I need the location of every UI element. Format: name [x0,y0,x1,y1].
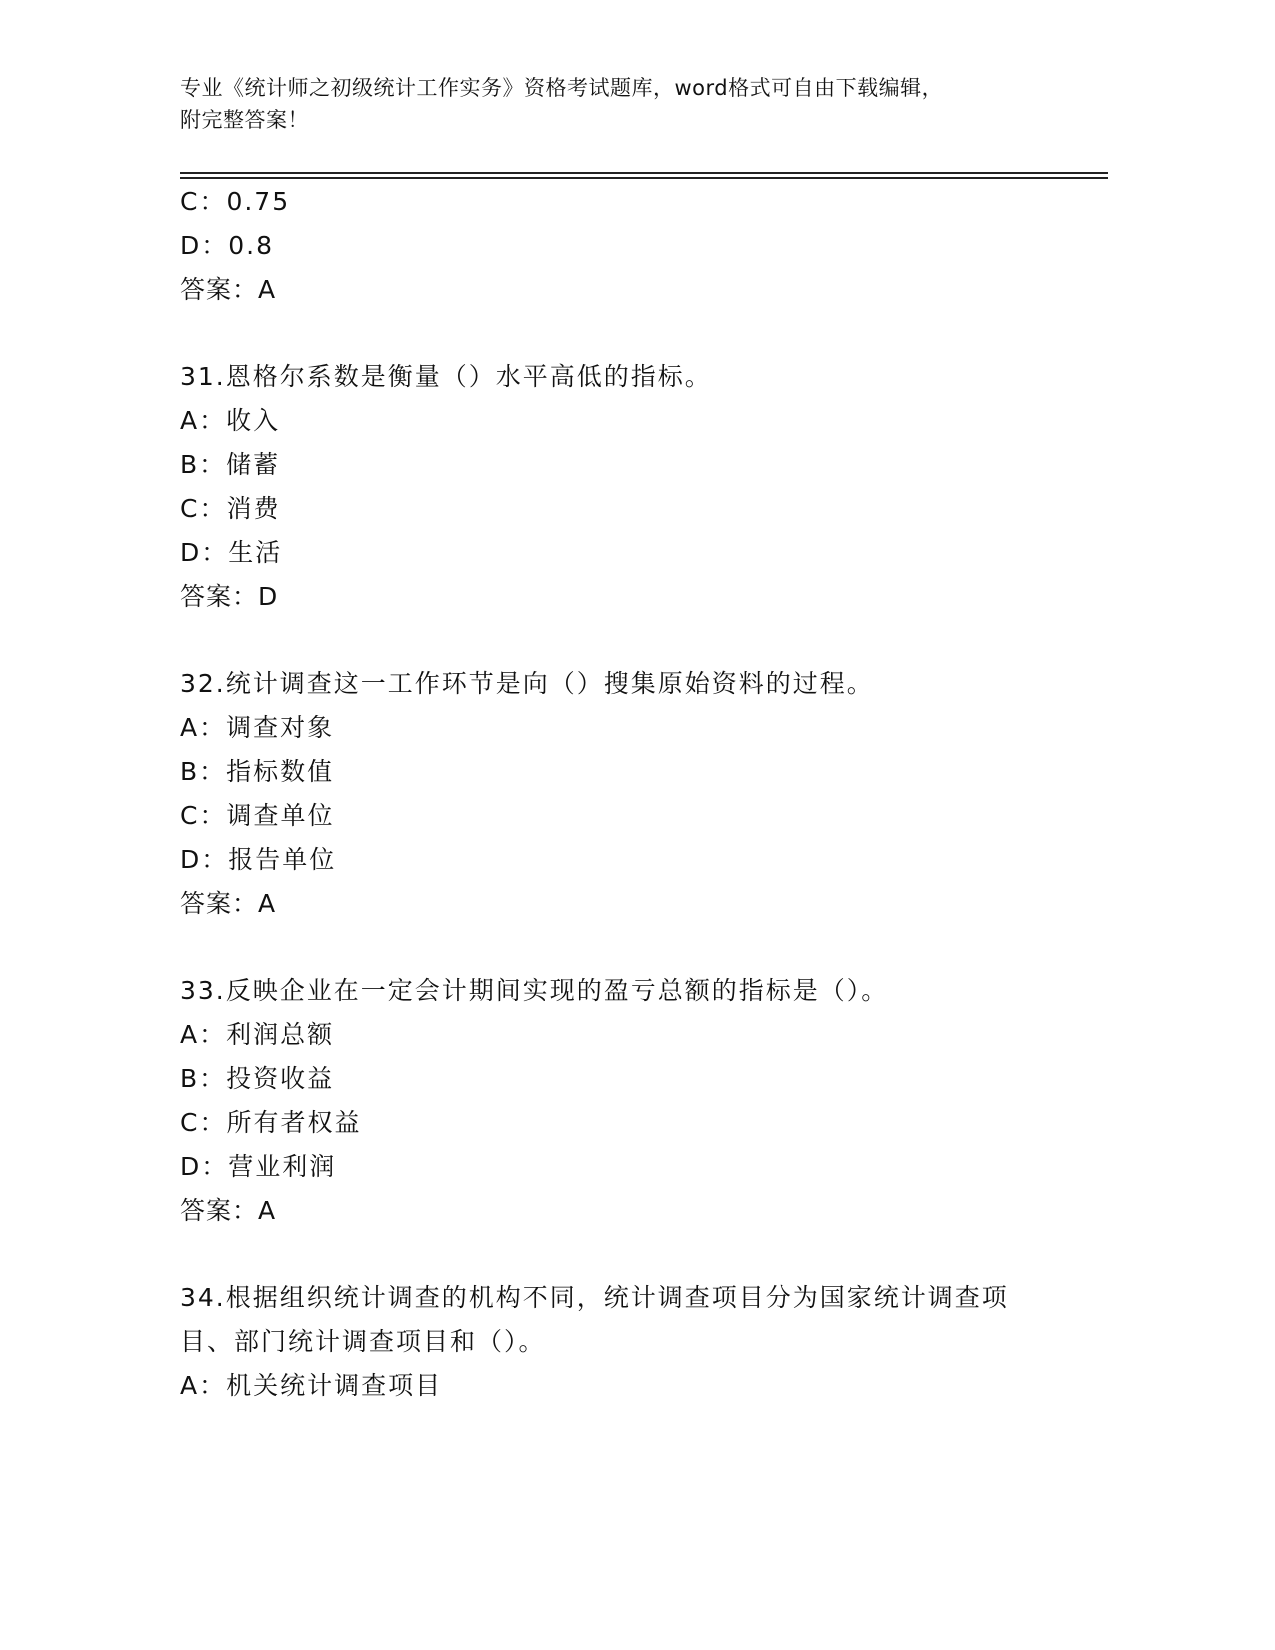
option-a: A：利润总额 [180,1020,335,1049]
header-divider-bottom [180,177,1108,179]
option-b: B：储蓄 [180,450,281,479]
question-gap [180,312,1080,355]
answer-line: 答案：A [180,889,277,918]
option-b: B：指标数值 [180,757,335,786]
answer-line: 答案：A [180,1196,277,1225]
option-c: C：调查单位 [180,801,335,830]
answer-line: 答案：A [180,275,277,304]
document-header [180,72,1080,136]
question-32 [180,662,1080,926]
question-stem: 32.统计调查这一工作环节是向（）搜集原始资料的过程。 [180,669,874,698]
option-d: D：营业利润 [180,1152,337,1181]
option-b: B：投资收益 [180,1064,335,1093]
question-stem-line-1: 34.根据组织统计调查的机构不同，统计调查项目分为国家统计调查项 [180,1283,1009,1312]
option-a: A：调查对象 [180,713,335,742]
answer-line: 答案：D [180,582,279,611]
question-stem: 31.恩格尔系数是衡量（）水平高低的指标。 [180,362,712,391]
question-31 [180,355,1080,619]
question-gap [180,1233,1080,1276]
question-33 [180,969,1080,1233]
header-divider-top [180,172,1108,174]
question-list [180,180,1080,1408]
option-a: A：机关统计调查项目 [180,1371,443,1400]
header-line-1: 专业《统计师之初级统计工作实务》资格考试题库，word格式可自由下载编辑， [180,76,944,100]
option-c: C：消费 [180,494,281,523]
option-a: A：收入 [180,406,281,435]
option-d: D：0.8 [180,231,275,260]
question-gap [180,619,1080,662]
option-d: D：报告单位 [180,845,337,874]
question-stem-line-2: 目、部门统计调查项目和（）。 [180,1327,546,1356]
option-c: C：所有者权益 [180,1108,362,1137]
question-stem: 33.反映企业在一定会计期间实现的盈亏总额的指标是（）。 [180,976,889,1005]
header-line-2: 附完整答案！ [180,108,309,132]
question-34 [180,1276,1080,1408]
option-c: C：0.75 [180,187,291,216]
question-gap [180,926,1080,969]
option-d: D：生活 [180,538,283,567]
